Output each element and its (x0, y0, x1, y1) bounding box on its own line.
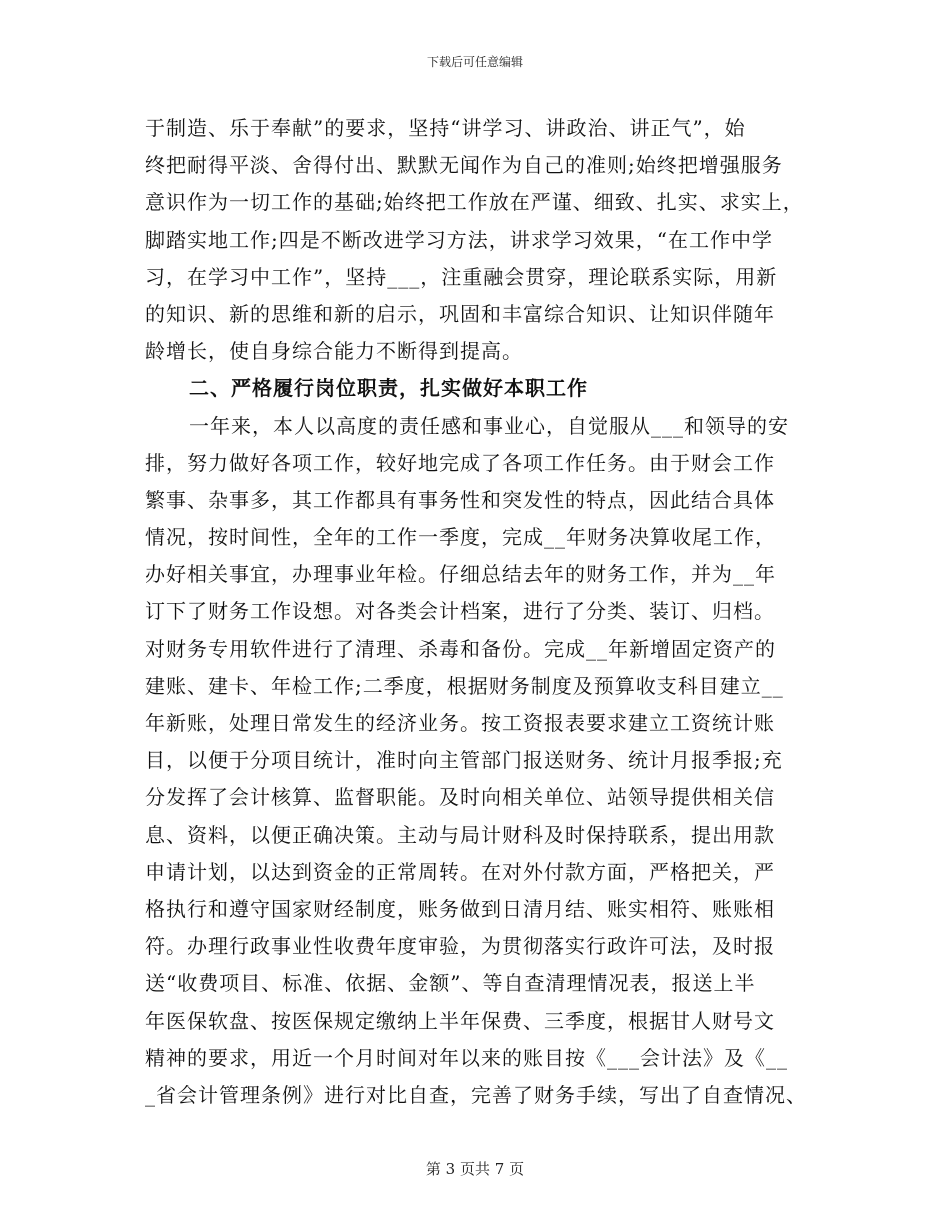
section-line: 目，以便于分项目统计，准时向主管部门报送财务、统计月报季报;充 (145, 748, 783, 773)
section-line: 排，努力做好各项工作，较好地完成了各项工作任务。由于财会工作 (145, 450, 775, 475)
section-line: 送“收费项目、标准、依据、金额”、等自查清理情况表，报送上半 (145, 971, 756, 996)
section-line: _省会计管理条例》进行对比自查，完善了财务手续，写出了自查情况、 (145, 1082, 807, 1107)
section-line: 符。办理行政事业性收费年度审验，为贯彻落实行政许可法，及时报 (145, 934, 775, 959)
section-line: 订下了财务工作设想。对各类会计档案，进行了分类、装订、归档。 (145, 599, 775, 624)
body-line: 脚踏实地工作;四是不断改进学习方法，讲求学习效果，“在工作中学 (145, 227, 773, 252)
section-line: 年医保软盘、按医保规定缴纳上半年保费、三季度，根据甘人财号文 (145, 1008, 775, 1033)
section-line: 年新账，处理日常发生的经济业务。按工资报表要求建立工资统计账 (145, 711, 775, 735)
body-line: 意识作为一切工作的基础;始终把工作放在严谨、细致、扎实、求实上， (145, 190, 804, 215)
body-line: 终把耐得平淡、舍得付出、默默无闻作为自己的准则;始终把增强服务 (145, 153, 783, 178)
body-line: 的知识、新的思维和新的启示，巩固和丰富综合知识、让知识伴随年 (145, 301, 775, 326)
section-line: 办好相关事宜，办理事业年检。仔细总结去年的财务工作，并为__年 (145, 562, 776, 587)
section-line: 一年来，本人以高度的责任感和事业心，自觉服从___和领导的安 (189, 413, 789, 438)
section-line: 申请计划，以达到资金的正常周转。在对外付款方面，严格把关，严 (145, 859, 775, 884)
section-line: 繁事、杂事多，其工作都具有事务性和突发性的特点，因此结合具体 (145, 487, 775, 512)
body-line: 于制造、乐于奉献”的要求，坚持“讲学习、讲政治、讲正气”，始 (145, 116, 746, 140)
page-header: 下载后可任意编辑 (426, 55, 523, 69)
body-line: 习，在学习中工作”，坚持___，注重融会贯穿，理论联系实际，用新 (145, 264, 778, 289)
section-line: 分发挥了会计核算、监督职能。及时向相关单位、站领导提供相关信 (145, 785, 775, 810)
section-line: 息、资料，以便正确决策。主动与局计财科及时保持联系，提出用款 (145, 822, 775, 847)
page-number: 第 3 页共 7 页 (425, 1160, 525, 1178)
section-line: 精神的要求，用近一个月时间对年以来的账目按《___会计法》及《__ (145, 1045, 788, 1070)
section-heading: 二、严格履行岗位职责，扎实做好本职工作 (189, 376, 588, 401)
section-line: 对财务专用软件进行了清理、杀毒和备份。完成__年新增固定资产的 (145, 636, 776, 661)
section-line: 建账、建卡、年检工作;二季度，根据财务制度及预算收支科目建立__ (145, 673, 784, 698)
document-body (145, 110, 810, 1114)
section-line: 情况，按时间性，全年的工作一季度，完成__年财务决算收尾工作， (145, 525, 776, 550)
body-line: 龄增长，使自身综合能力不断得到提高。 (145, 339, 523, 364)
section-line: 格执行和遵守国家财经制度，账务做到日清月结、账实相符、账账相 (145, 896, 775, 921)
